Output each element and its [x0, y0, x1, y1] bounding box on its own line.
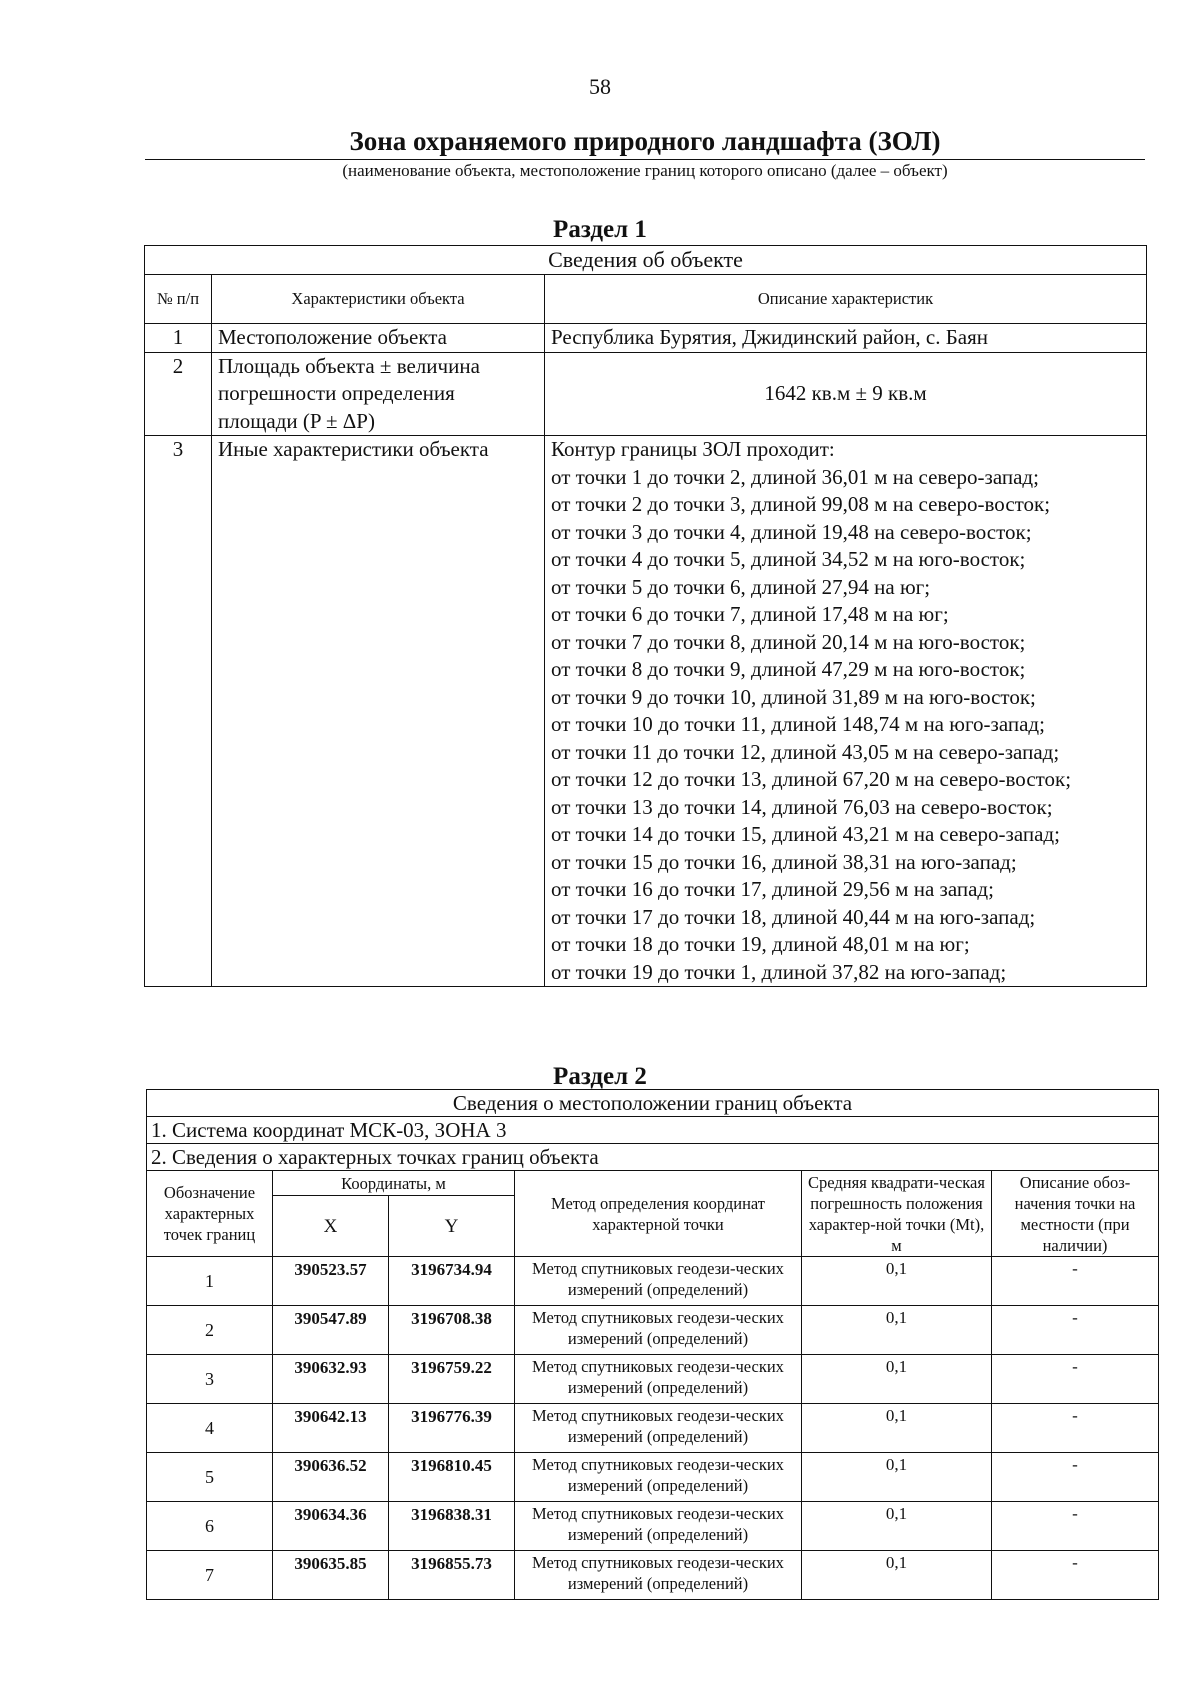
contour-intro: Контур границы ЗОЛ проходит:: [551, 437, 835, 461]
point-x: 390632.93: [273, 1355, 389, 1404]
contour-line: от точки 8 до точки 9, длиной 47,29 м на юго-восток;: [551, 657, 1026, 681]
row-num: 2: [145, 352, 212, 436]
point-y: 3196810.45: [389, 1453, 515, 1502]
point-y: 3196855.73: [389, 1551, 515, 1600]
point-error: 0,1: [802, 1257, 992, 1306]
header-characteristic: Характеристики объекта: [212, 275, 545, 324]
point-id: 7: [147, 1551, 273, 1600]
point-error: 0,1: [802, 1551, 992, 1600]
point-description: -: [992, 1306, 1159, 1355]
point-error: 0,1: [802, 1404, 992, 1453]
header-error: Средняя квадрати-ческая погрешность положения характер-ной точки (Mt), м: [802, 1171, 992, 1257]
point-error: 0,1: [802, 1453, 992, 1502]
contour-line: от точки 4 до точки 5, длиной 34,52 м на юго-восток;: [551, 547, 1026, 571]
table-row: [147, 1355, 1159, 1404]
point-x: 390523.57: [273, 1257, 389, 1306]
point-x: 390642.13: [273, 1404, 389, 1453]
contour-line: от точки 1 до точки 2, длиной 36,01 м на северо-запад;: [551, 464, 1039, 489]
contour-line: от точки 18 до точки 19, длиной 48,01 м на юг;: [551, 932, 970, 956]
header-coords: Координаты, м: [273, 1171, 515, 1196]
contour-line: от точки 10 до точки 11, длиной 148,74 м на юго-запад;: [551, 712, 1045, 736]
contour-line: от точки 11 до точки 12, длиной 43,05 м на северо-запад;: [551, 739, 1060, 764]
document-title: Зона охраняемого природного ландшафта (ЗОЛ): [349, 126, 941, 156]
point-id: 4: [147, 1404, 273, 1453]
point-method: Метод спутниковых геодези-ческих измерений (определений): [515, 1355, 802, 1404]
point-y: 3196708.38: [389, 1306, 515, 1355]
table-row: [147, 1502, 1159, 1551]
point-error: 0,1: [802, 1355, 992, 1404]
header-y: Y: [389, 1196, 515, 1257]
contour-line: от точки 9 до точки 10, длиной 31,89 м на юго-восток;: [551, 684, 1036, 709]
point-id: 5: [147, 1453, 273, 1502]
title-underline: [145, 159, 1145, 160]
contour-line: от точки 12 до точки 13, длиной 67,20 м на северо-восток;: [551, 767, 1072, 791]
contour-line: от точки 6 до точки 7, длиной 17,48 м на юг;: [551, 602, 949, 626]
point-description: -: [992, 1257, 1159, 1306]
row-num: 1: [145, 324, 212, 353]
contour-line: от точки 16 до точки 17, длиной 29,56 м на запад;: [551, 877, 994, 901]
point-y: 3196838.31: [389, 1502, 515, 1551]
header-x: X: [273, 1196, 389, 1257]
point-method: Метод спутниковых геодези-ческих измерений (определений): [515, 1453, 802, 1502]
boundary-points-table: [146, 1089, 1159, 1600]
contour-line: от точки 3 до точки 4, длиной 19,48 на северо-восток;: [551, 519, 1032, 544]
section-1-title: Раздел 1: [553, 216, 647, 243]
table-row: [147, 1453, 1159, 1502]
point-method: Метод спутниковых геодези-ческих измерений (определений): [515, 1404, 802, 1453]
object-info-table: [144, 245, 1147, 987]
point-id: 3: [147, 1355, 273, 1404]
point-description: -: [992, 1551, 1159, 1600]
row-value: 1642 кв.м ± 9 кв.м: [545, 352, 1147, 436]
table-row: [147, 1257, 1159, 1306]
point-description: -: [992, 1453, 1159, 1502]
contour-line: от точки 19 до точки 1, длиной 37,82 на юго-запад;: [551, 959, 1007, 984]
row-name: Местоположение объекта: [212, 324, 545, 353]
point-x: 390635.85: [273, 1551, 389, 1600]
header-description: Описание обоз-начения точки на местности (при наличии): [992, 1171, 1159, 1257]
point-description: -: [992, 1404, 1159, 1453]
header-method: Метод определения координат характерной точки: [515, 1171, 802, 1257]
contour-line: от точки 7 до точки 8, длиной 20,14 м на юго-восток;: [551, 629, 1026, 654]
contour-line: от точки 15 до точки 16, длиной 38,31 на юго-запад;: [551, 849, 1017, 874]
coordinate-system: 1. Система координат МСК-03, ЗОНА 3: [147, 1117, 1159, 1144]
contour-line: от точки 2 до точки 3, длиной 99,08 м на северо-восток;: [551, 492, 1051, 516]
page-number: 58: [589, 74, 611, 99]
table-row: [147, 1404, 1159, 1453]
contour-line: от точки 14 до точки 15, длиной 43,21 м на северо-запад;: [551, 822, 1060, 846]
object-info-caption: Сведения об объекте: [145, 246, 1147, 275]
header-num: № п/п: [145, 275, 212, 324]
table-row: [147, 1306, 1159, 1355]
point-y: 3196734.94: [389, 1257, 515, 1306]
point-id: 2: [147, 1306, 273, 1355]
row-name: Площадь объекта ± величина погрешности определения площади (P ± ΔP): [212, 352, 545, 436]
point-y: 3196759.22: [389, 1355, 515, 1404]
point-method: Метод спутниковых геодези-ческих измерений (определений): [515, 1551, 802, 1600]
contour-line: от точки 17 до точки 18, длиной 40,44 м на юго-запад;: [551, 904, 1036, 929]
point-error: 0,1: [802, 1306, 992, 1355]
document-subtitle: (наименование объекта, местоположение границ которого описано (далее – объект): [342, 161, 948, 180]
header-description: Описание характеристик: [545, 275, 1147, 324]
point-x: 390547.89: [273, 1306, 389, 1355]
contour-description: [545, 436, 1147, 987]
point-error: 0,1: [802, 1502, 992, 1551]
row-value: Республика Бурятия, Джидинский район, с. Баян: [545, 324, 1147, 353]
section-2-title: Раздел 2: [553, 1063, 647, 1090]
contour-line: от точки 13 до точки 14, длиной 76,03 на северо-восток;: [551, 794, 1053, 819]
row-num: 3: [145, 436, 212, 987]
point-id: 1: [147, 1257, 273, 1306]
points-heading: 2. Сведения о характерных точках границ объекта: [147, 1144, 1159, 1171]
contour-line: от точки 5 до точки 6, длиной 27,94 на юг;: [551, 574, 931, 599]
point-description: -: [992, 1502, 1159, 1551]
point-method: Метод спутниковых геодези-ческих измерений (определений): [515, 1306, 802, 1355]
point-id: 6: [147, 1502, 273, 1551]
point-y: 3196776.39: [389, 1404, 515, 1453]
point-method: Метод спутниковых геодези-ческих измерений (определений): [515, 1257, 802, 1306]
point-description: -: [992, 1355, 1159, 1404]
row-name: Иные характеристики объекта: [212, 436, 545, 987]
header-point: Обозначение характерных точек границ: [147, 1171, 273, 1257]
table-row: [147, 1551, 1159, 1600]
boundary-caption: Сведения о местоположении границ объекта: [147, 1090, 1159, 1117]
point-x: 390636.52: [273, 1453, 389, 1502]
point-method: Метод спутниковых геодези-ческих измерений (определений): [515, 1502, 802, 1551]
point-x: 390634.36: [273, 1502, 389, 1551]
